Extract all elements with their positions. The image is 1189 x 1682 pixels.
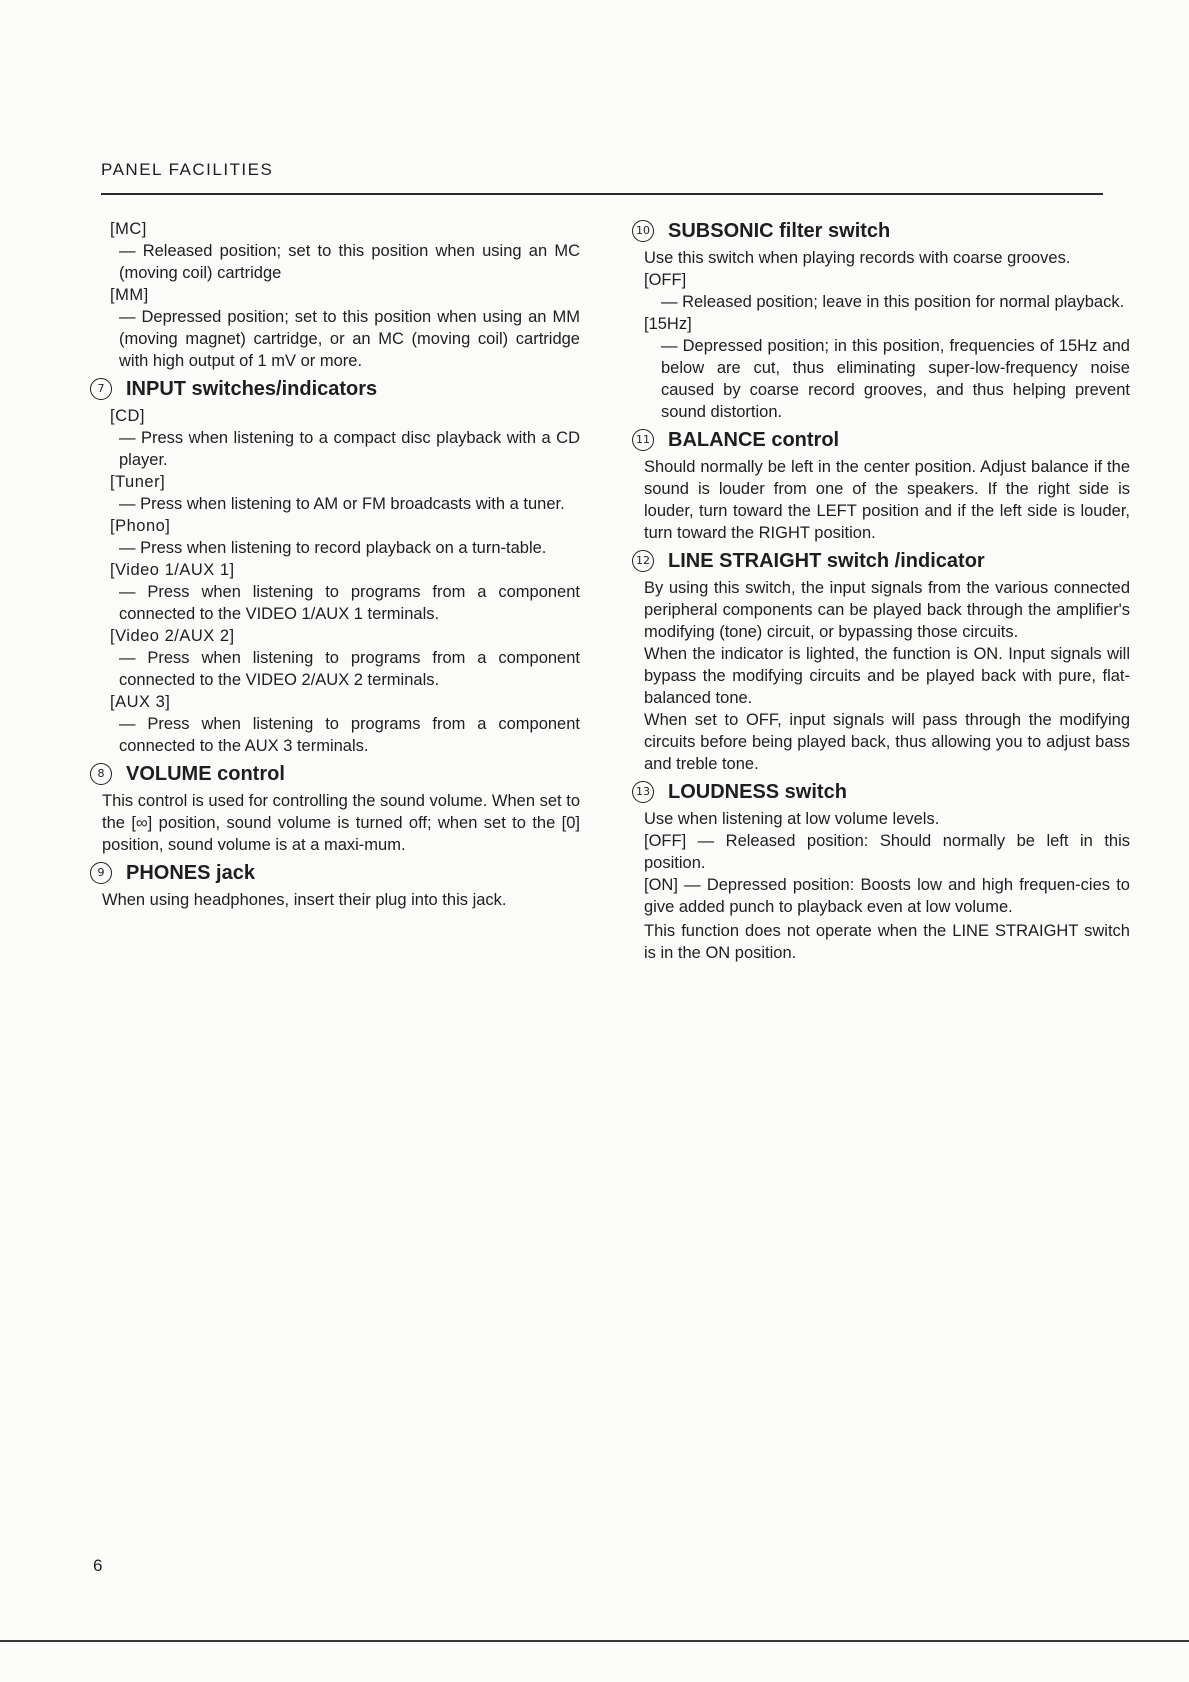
mm-tag: [MM]	[110, 286, 149, 304]
section-title: LINE STRAIGHT switch /indicator	[668, 550, 985, 572]
circled-number-13-icon: 13	[632, 781, 654, 803]
circled-number-9-icon: 9	[90, 862, 112, 884]
line-straight-paragraph: By using this switch, the input signals from the various connected peripheral components can be played back through the amplifier's modifying (tone) circuit, or bypassing those circuits.	[644, 579, 1130, 641]
section-heading-volume	[90, 761, 580, 787]
subsonic-off-tag: [OFF]	[644, 271, 687, 289]
mc-description: — Released position; set to this position when using an MC (moving coil) cartridge	[119, 242, 580, 282]
right-column	[636, 218, 1130, 964]
circled-number-10-icon: 10	[632, 220, 654, 242]
footer-divider	[0, 1640, 1189, 1642]
input-video1-description: — Press when listening to programs from a component connected to the VIDEO 1/AUX 1 terminals.	[119, 583, 580, 623]
page-header-title: PANEL FACILITIES	[101, 160, 274, 179]
section-title: SUBSONIC filter switch	[668, 220, 891, 242]
page-number: 6	[93, 1556, 103, 1575]
section-title: INPUT switches/indicators	[126, 378, 378, 400]
phones-description: When using headphones, insert their plug into this jack.	[102, 891, 507, 909]
input-tuner-tag: [Tuner]	[110, 473, 166, 491]
input-cd-description: — Press when listening to a compact disc playback with a CD player.	[119, 429, 580, 469]
loudness-paragraph: This function does not operate when the LINE STRAIGHT switch is in the ON position.	[644, 922, 1130, 962]
line-straight-paragraph: When set to OFF, input signals will pass through the modifying circuits before being played back, thus allowing you to adjust bass and treble tone.	[644, 711, 1130, 773]
input-video2-description: — Press when listening to programs from a component connected to the VIDEO 2/AUX 2 terminals.	[119, 649, 580, 689]
subsonic-intro: Use this switch when playing records with coarse grooves.	[644, 249, 1071, 267]
balance-description: Should normally be left in the center position. Adjust balance if the sound is louder from one of the speakers. If the right side is louder, turn toward the LEFT position and if the left side is louder, turn toward the RIGHT position.	[644, 458, 1130, 542]
subsonic-15hz-tag: [15Hz]	[644, 315, 692, 333]
section-title: LOUDNESS switch	[668, 781, 847, 803]
section-title: BALANCE control	[668, 429, 840, 451]
loudness-paragraph: [ON] — Depressed position: Boosts low and high frequen-cies to give added punch to playback even at low volume.	[644, 876, 1130, 916]
input-cd-tag: [CD]	[110, 407, 145, 425]
circled-number-7-icon: 7	[90, 378, 112, 400]
line-straight-paragraph: When the indicator is lighted, the function is ON. Input signals will bypass the modifying circuits and be played back with pure, flat-balanced tone.	[644, 645, 1130, 707]
section-heading-loudness	[632, 779, 1130, 805]
loudness-paragraph: [OFF] — Released position: Should normally be left in this position.	[644, 832, 1130, 872]
input-aux3-tag: [AUX 3]	[110, 693, 171, 711]
input-video2-tag: [Video 2/AUX 2]	[110, 627, 235, 645]
section-heading-subsonic	[632, 218, 1130, 244]
input-aux3-description: — Press when listening to programs from a component connected to the AUX 3 terminals.	[119, 715, 580, 755]
mm-description: — Depressed position; set to this position when using an MM (moving magnet) cartridge, or an MC (moving coil) cartridge with high output of 1 mV or more.	[119, 308, 580, 370]
input-phono-tag: [Phono]	[110, 517, 171, 535]
mc-tag: [MC]	[110, 220, 147, 238]
section-heading-balance	[632, 427, 1130, 453]
circled-number-8-icon: 8	[90, 763, 112, 785]
circled-number-11-icon: 11	[632, 429, 654, 451]
left-column	[97, 218, 580, 911]
header-divider	[101, 193, 1103, 195]
subsonic-15hz-description: — Depressed position; in this position, frequencies of 15Hz and below are cut, thus eliminating super-low-frequency noise caused by coarse record grooves, and thus helping prevent sound distortion.	[661, 337, 1130, 421]
input-tuner-description: — Press when listening to AM or FM broadcasts with a tuner.	[119, 495, 565, 513]
subsonic-off-description: — Released position; leave in this position for normal playback.	[661, 293, 1125, 311]
input-video1-tag: [Video 1/AUX 1]	[110, 561, 235, 579]
section-heading-input	[90, 376, 580, 402]
loudness-paragraph: Use when listening at low volume levels.	[644, 810, 940, 828]
volume-description: This control is used for controlling the sound volume. When set to the [∞] position, sound volume is turned off; when set to the [0] position, sound volume is at a maxi-mum.	[102, 792, 580, 854]
section-title: VOLUME control	[126, 763, 285, 785]
section-heading-line-straight	[632, 548, 1130, 574]
section-heading-phones	[90, 860, 580, 886]
input-phono-description: — Press when listening to record playback on a turn-table.	[119, 539, 547, 557]
circled-number-12-icon: 12	[632, 550, 654, 572]
section-title: PHONES jack	[126, 862, 255, 884]
